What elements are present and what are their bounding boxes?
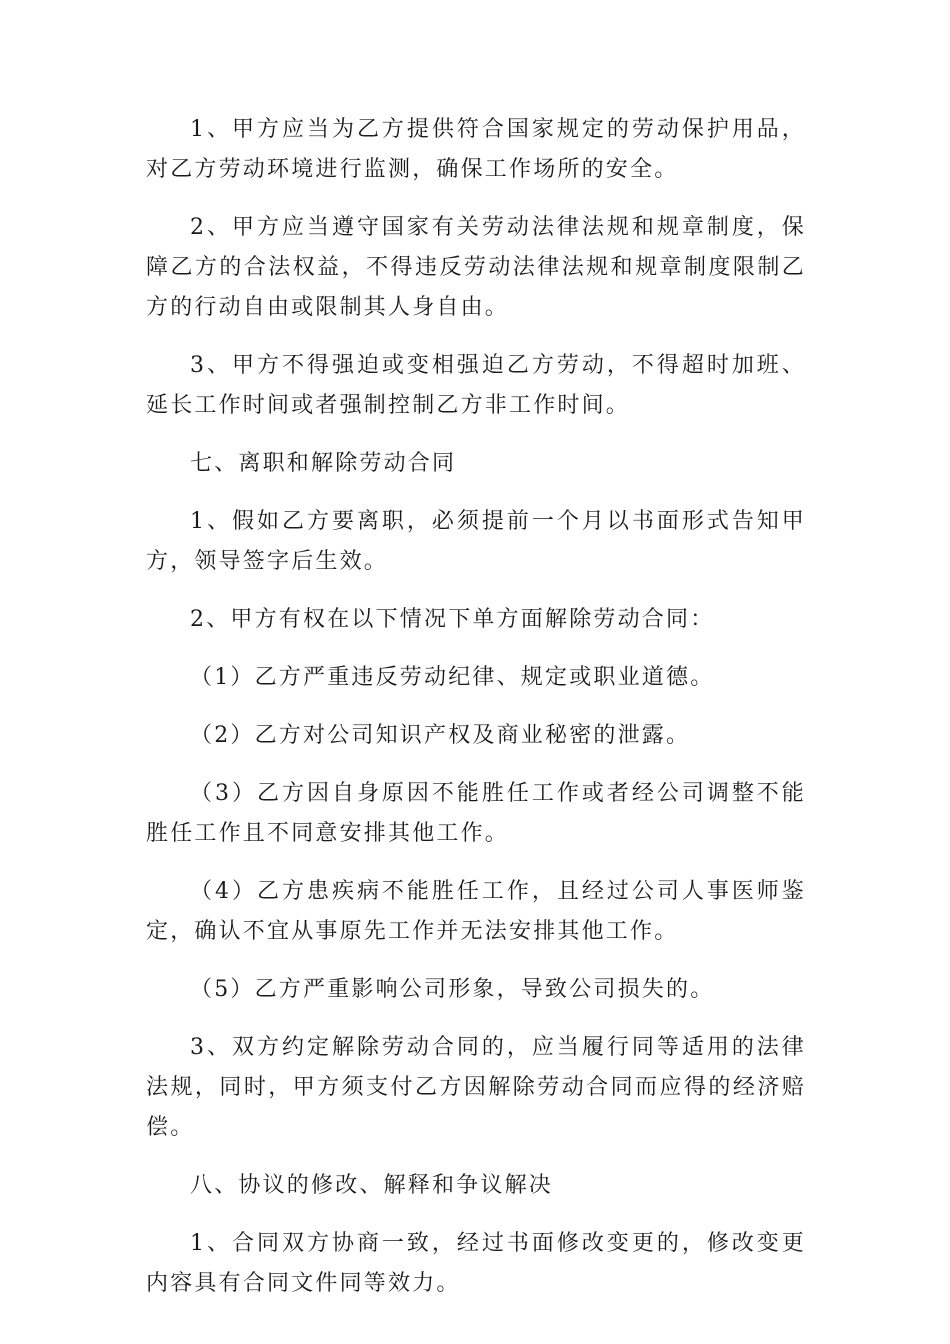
clause-8-1: 1、合同双方协商一致，经过书面修改变更的，修改变更内容具有合同文件同等效力。 [146,1231,806,1296]
document-body [146,110,806,1322]
clause-7-2: 2、甲方有权在以下情况下单方面解除劳动合同： [190,607,715,632]
clause-7-2-item-3: （3）乙方因自身原因不能胜任工作或者经公司调整不能胜任工作且不同意安排其他工作。 [146,781,806,846]
section-8-heading: 八、协议的修改、解释和争议解决 [190,1173,554,1198]
clause-6-2: 2、甲方应当遵守国家有关劳动法律法规和规章制度，保障乙方的合法权益，不得违反劳动法律法规和规章制度限制乙方的行动自由或限制其人身自由。 [146,215,806,320]
section-7-heading: 七、离职和解除劳动合同 [190,451,457,476]
clause-7-2-item-1: （1）乙方严重违反劳动纪律、规定或职业道德。 [190,665,715,690]
clause-7-2-item-5: （5）乙方严重影响公司形象，导致公司损失的。 [190,977,715,1002]
clause-7-2-item-2: （2）乙方对公司知识产权及商业秘密的泄露。 [190,723,691,748]
clause-6-1: 1、甲方应当为乙方提供符合国家规定的劳动保护用品，对乙方劳动环境进行监测，确保工作场所的安全。 [146,117,806,182]
clause-7-1: 1、假如乙方要离职，必须提前一个月以书面形式告知甲方，领导签字后生效。 [146,509,806,574]
clause-6-3: 3、甲方不得强迫或变相强迫乙方劳动，不得超时加班、延长工作时间或者强制控制乙方非工作时间。 [146,353,806,418]
clause-7-3: 3、双方约定解除劳动合同的，应当履行同等适用的法律法规，同时，甲方须支付乙方因解除劳动合同而应得的经济赔偿。 [146,1035,806,1140]
clause-7-2-item-4: （4）乙方患疾病不能胜任工作，且经过公司人事医师鉴定，确认不宜从事原先工作并无法安排其他工作。 [146,879,806,944]
